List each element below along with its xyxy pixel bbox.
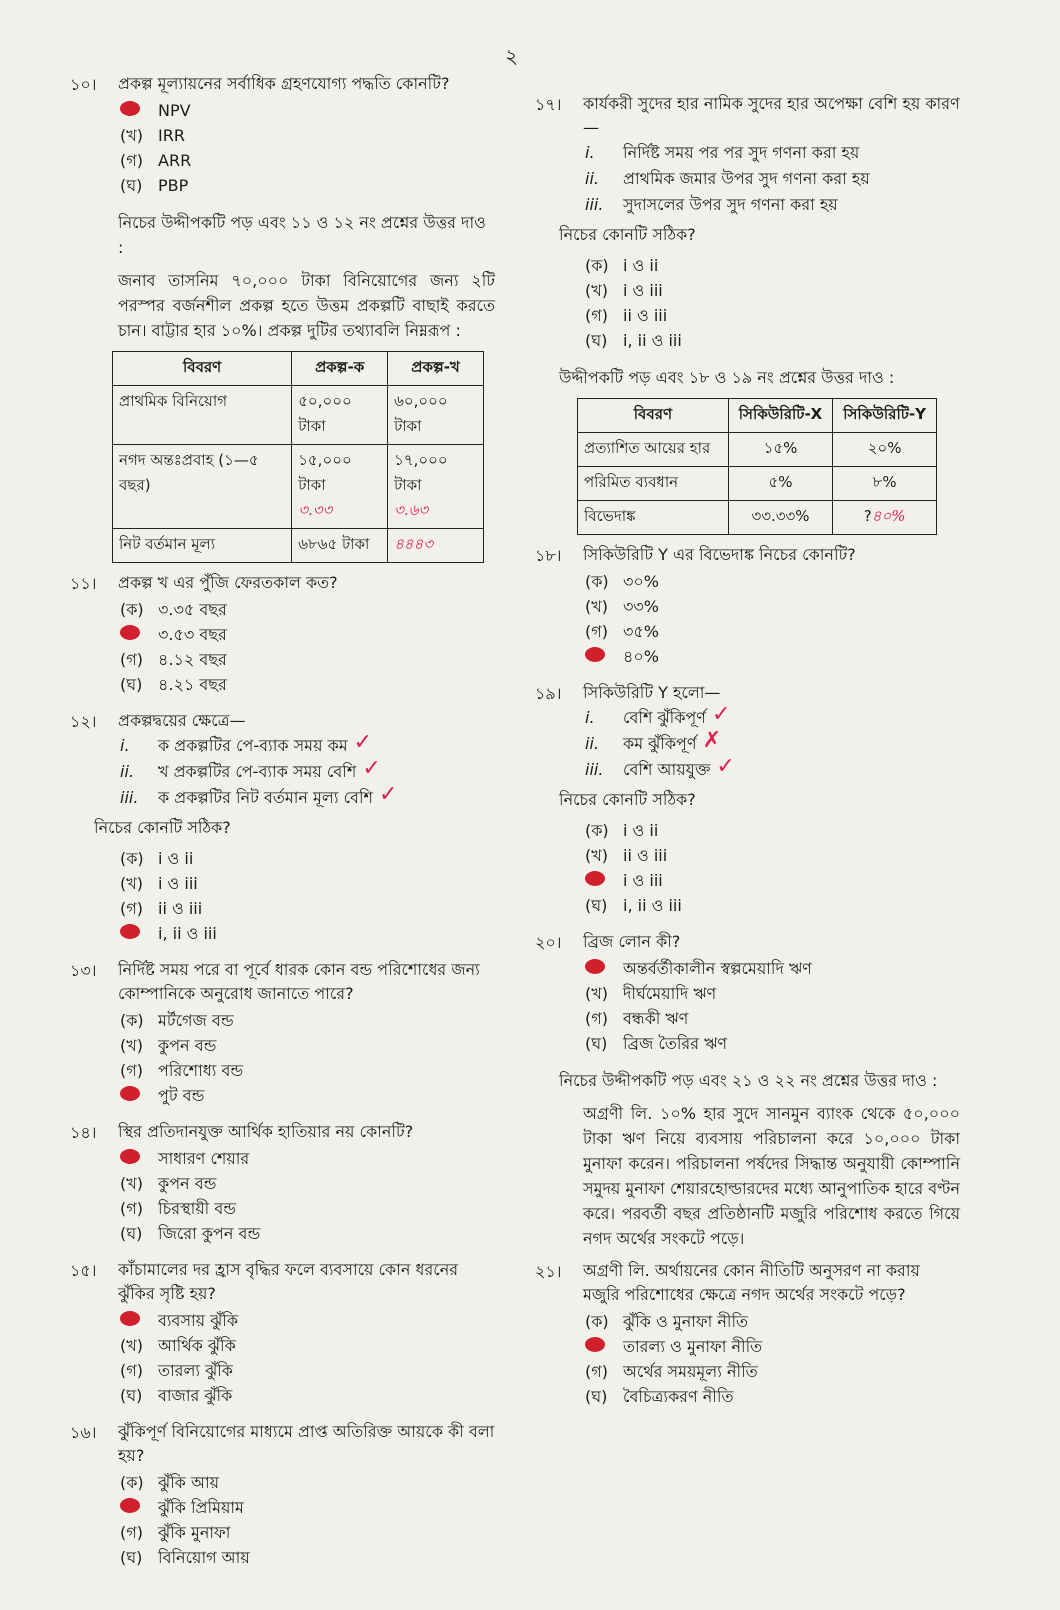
option-text: ৩০% [623, 572, 660, 591]
statement [585, 192, 960, 218]
cell-text: ১৭,০০০ টাকা [394, 451, 448, 494]
option[interactable] [120, 1358, 495, 1383]
answer-mark-icon [120, 1083, 158, 1108]
option[interactable] [120, 1146, 495, 1171]
table-cell: পরিমিত ব্যবধান [578, 467, 729, 501]
table-cell [292, 445, 388, 529]
handwritten-note: ৪৪৪৩ [394, 535, 434, 553]
statement-number: iii. [585, 195, 604, 214]
answer-mark-icon [120, 1146, 158, 1171]
option-label: (গ) [120, 1061, 143, 1080]
option-list [120, 1146, 495, 1246]
option-text: অর্থের সময়মূল্য নীতি [623, 1362, 758, 1381]
option-label: (ঘ) [120, 1224, 143, 1243]
option-label: (খ) [120, 126, 143, 145]
table-cell: ৮% [833, 467, 937, 501]
table-cell: ৬৮৬৫ টাকা [292, 529, 388, 563]
option-label: (গ) [585, 622, 608, 641]
option[interactable] [585, 1334, 960, 1359]
option-label: (ক) [120, 1011, 144, 1030]
question [70, 571, 495, 697]
option[interactable] [120, 1196, 495, 1221]
question-number: ১২। [70, 712, 97, 731]
stem-body: অগ্রণী লি. ১০% হার সুদে সানমুন ব্যাংক থেকে ৫০,০০০ টাকা ঋণ নিয়ে ব্যবসায় পরিচালনা করে ১০,০০০ টাকা মুনাফা করেন। পরিচালনা পর্ষদের সিদ্ধান্ত অনুযায়ী কোম্পানি সমুদয় মুনাফা শেয়ারহোল্ডারদের মধ্যে আনুপাতিক হারে বণ্টন করে। পরবর্তী বছর প্রতিষ্ঠানটি মজুরি পরিশোধ করতে গিয়ে নগদ অর্থের সংকটে পড়ে। [583, 1104, 960, 1248]
statement-text: খ প্রকল্পটির পে-ব্যাক সময় বেশি [158, 762, 357, 781]
option-label: (ক) [120, 1473, 144, 1492]
option-text: তারল্য ও মুনাফা নীতি [623, 1337, 763, 1356]
option-text: ৪.২১ বছর [158, 675, 227, 694]
option[interactable] [585, 893, 960, 918]
question-number: ১৯। [535, 684, 562, 703]
question [70, 1120, 495, 1246]
option-text: ঝুঁকি মুনাফা [158, 1523, 231, 1542]
question [70, 709, 495, 946]
which-correct: নিচের কোনটি সঠিক? [559, 790, 696, 809]
answer-mark-icon [120, 1308, 158, 1333]
table-cell: নিট বর্তমান মূল্য [113, 529, 292, 563]
option-text: ঝুঁকি ও মুনাফা নীতি [623, 1312, 749, 1331]
question [535, 92, 960, 353]
option-list [120, 1308, 495, 1408]
option[interactable] [120, 1333, 495, 1358]
stem-intro: উদ্দীপকটি পড় এবং ১৮ ও ১৯ নং প্রশ্নের উত্তর দাও : [559, 368, 895, 387]
question [70, 958, 495, 1108]
option-text: NPV [158, 101, 191, 120]
option-label: (ঘ) [585, 1034, 608, 1053]
question [535, 543, 960, 669]
tick-icon: ✓ [711, 702, 731, 727]
table-cell: প্রাথমিক বিনিয়োগ [113, 386, 292, 445]
option-text: পরিশোধ্য বন্ড [158, 1061, 244, 1080]
table-header: বিবরণ [113, 352, 292, 386]
table-header: প্রকল্প-ক [292, 352, 388, 386]
option-text: ii ও iii [623, 306, 668, 325]
option-text: ৪০% [623, 647, 659, 666]
option[interactable] [120, 1520, 495, 1545]
answer-mark-icon [585, 1334, 623, 1359]
question-text: কার্যকরী সুদের হার নামিক সুদের হার অপেক্ষা বেশি হয় কারণ— [583, 94, 960, 137]
option[interactable] [585, 594, 960, 619]
option-text: i ও iii [158, 874, 198, 893]
option[interactable] [585, 1006, 960, 1031]
question-text: নির্দিষ্ট সময় পরে বা পূর্বে ধারক কোন বন্ড পরিশোধের জন্য কোম্পানিকে অনুরোধ জানাতে পারে? [118, 960, 480, 1003]
table-row [113, 445, 484, 529]
option[interactable] [120, 921, 495, 946]
option-label: (খ) [120, 1036, 143, 1055]
option[interactable] [585, 1359, 960, 1384]
option[interactable] [120, 1308, 495, 1333]
which-correct: নিচের কোনটি সঠিক? [559, 225, 696, 244]
option-text: IRR [158, 126, 185, 145]
statement-number: i. [585, 708, 595, 727]
option-label: (ক) [120, 849, 144, 868]
option[interactable] [585, 1031, 960, 1056]
statement-number: iii. [585, 760, 604, 779]
option[interactable] [120, 1470, 495, 1495]
option-label: (খ) [585, 281, 608, 300]
option[interactable] [120, 846, 495, 871]
tick-icon: ✓ [379, 782, 398, 807]
question [70, 1258, 495, 1408]
option-label: (খ) [585, 597, 608, 616]
statement [585, 754, 960, 783]
option-text: i ও ii [623, 256, 659, 275]
option-text: পুট বন্ড [158, 1086, 205, 1105]
option-text: ii ও iii [158, 899, 203, 918]
option[interactable] [585, 818, 960, 843]
option-list [120, 1470, 495, 1570]
question-text: প্রকল্প খ এর পুঁজি ফেরতকাল কত? [118, 573, 338, 592]
statement [585, 702, 960, 731]
table-cell: ৫% [728, 467, 832, 501]
option-list [585, 569, 960, 669]
question-text: সিকিউরিটি Y হলো— [583, 683, 721, 702]
table-header: সিকিউরিটি-Y [833, 399, 937, 433]
option-text: ঝুঁকি আয় [158, 1473, 220, 1492]
statement-number: ii. [585, 169, 599, 188]
table-cell [833, 501, 937, 535]
cell-text: ১৫,০০০ টাকা [298, 451, 352, 494]
answer-mark-icon [585, 868, 623, 893]
statement [120, 756, 495, 785]
option-label: (গ) [120, 1199, 143, 1218]
which-correct: নিচের কোনটি সঠিক? [94, 818, 231, 837]
statement-list [120, 730, 495, 811]
statement [120, 782, 495, 811]
handwritten-note: ৩.৩৩ [298, 501, 333, 519]
table-row [113, 529, 484, 563]
option[interactable] [120, 1008, 495, 1033]
option[interactable] [120, 148, 495, 173]
option[interactable] [120, 896, 495, 921]
option-text: ঝুঁকি প্রিমিয়াম [158, 1498, 244, 1517]
option-text: i ও ii [623, 821, 659, 840]
statement-text: প্রাথমিক জমার উপর সুদ গণনা করা হয় [623, 169, 870, 188]
question-text: ঝুঁকিপূর্ণ বিনিয়োগের মাধ্যমে প্রাপ্ত অতিরিক্ত আয়কে কী বলা হয়? [118, 1422, 495, 1465]
option-text: i ও iii [623, 281, 663, 300]
question-number: ২১। [535, 1262, 562, 1281]
option-text: বন্ধকী ঋণ [623, 1009, 689, 1028]
option-label: (ক) [585, 256, 609, 275]
option[interactable] [585, 868, 960, 893]
option-label: (ক) [585, 821, 609, 840]
option[interactable] [120, 1083, 495, 1108]
option[interactable] [120, 672, 495, 697]
option[interactable] [120, 98, 495, 123]
option-text: জিরো কুপন বন্ড [158, 1224, 261, 1243]
table-cell [388, 529, 484, 563]
question-text: প্রকল্পদ্বয়ের ক্ষেত্রে— [118, 711, 246, 730]
option-text: দীর্ঘমেয়াদি ঋণ [623, 984, 717, 1003]
stem-intro: নিচের উদ্দীপকটি পড় এবং ২১ ও ২২ নং প্রশ্নের উত্তর দাও : [559, 1071, 938, 1090]
statement-number: iii. [120, 788, 139, 807]
option[interactable] [585, 278, 960, 303]
statement-text: ক প্রকল্পটির নিট বর্তমান মূল্য বেশি [158, 788, 373, 807]
option[interactable] [120, 1221, 495, 1246]
option-text: ৩.৩৫ বছর [158, 600, 227, 619]
option[interactable] [585, 843, 960, 868]
option-text: ৩.৫৩ বছর [158, 625, 227, 644]
option-label: (গ) [585, 306, 608, 325]
question-number: ২০। [535, 933, 562, 952]
option-text: কুপন বন্ড [158, 1036, 217, 1055]
option-label: (খ) [120, 874, 143, 893]
question [535, 1259, 960, 1409]
statement-text: বেশি ঝুঁকিপূর্ণ [623, 708, 706, 727]
statement-text: কম ঝুঁকিপূর্ণ [623, 734, 697, 753]
option-label: (ঘ) [585, 331, 608, 350]
project-table [112, 351, 484, 563]
option-label: (গ) [120, 650, 143, 669]
statement [585, 166, 960, 192]
option-list [120, 597, 495, 697]
table-cell: ৩৩.৩৩% [728, 501, 832, 535]
option-text: i, ii ও iii [623, 896, 682, 915]
option[interactable] [585, 1384, 960, 1409]
option-text: বিনিয়োগ আয় [158, 1548, 250, 1567]
option-label: (গ) [585, 1009, 608, 1028]
statement [120, 730, 495, 759]
option-label: (ক) [120, 600, 144, 619]
option-label: (ঘ) [120, 1386, 143, 1405]
question-number: ১৮। [535, 546, 562, 565]
option-label: (গ) [120, 899, 143, 918]
question-number: ১৭। [535, 95, 562, 114]
option-label: (ঘ) [585, 1387, 608, 1406]
option[interactable] [585, 328, 960, 353]
option-text: সাধারণ শেয়ার [158, 1149, 250, 1168]
option-label: (ক) [585, 572, 609, 591]
left-column [70, 72, 495, 1582]
table-row [113, 386, 484, 445]
option-list [120, 98, 495, 198]
tick-icon: ✓ [353, 730, 373, 755]
tick-icon: ✓ [362, 756, 381, 781]
option-text: তারল্য ঝুঁকি [158, 1361, 233, 1380]
question-text: ব্রিজ লোন কী? [583, 932, 681, 951]
tick-icon: ✓ [716, 754, 735, 779]
option[interactable] [120, 622, 495, 647]
question [70, 72, 495, 198]
option-label: (ঘ) [120, 675, 143, 694]
option-text: ব্যবসায় ঝুঁকি [158, 1311, 239, 1330]
option-label: (গ) [120, 1523, 143, 1542]
right-column [535, 92, 960, 1421]
answer-mark-icon [585, 644, 623, 669]
answer-mark-icon [120, 98, 158, 123]
question [535, 930, 960, 1056]
option-label: (ঘ) [120, 1548, 143, 1567]
option-label: (খ) [585, 846, 608, 865]
table-cell: নগদ অন্তঃপ্রবাহ (১—৫ বছর) [113, 445, 292, 529]
option-list [585, 253, 960, 353]
option-text: কুপন বন্ড [158, 1174, 217, 1193]
option-text: ব্রিজ তৈরির ঋণ [623, 1034, 728, 1053]
option-label: (গ) [120, 151, 143, 170]
option[interactable] [120, 1058, 495, 1083]
answer-mark-icon [585, 956, 623, 981]
question-text: অগ্রণী লি. অর্থায়নের কোন নীতিটি অনুসরণ না করায় মজুরি পরিশোধের ক্ষেত্রে নগদ অর্থের সংকটে পড়ে? [583, 1261, 920, 1304]
answer-mark-icon [120, 921, 158, 946]
security-table [577, 398, 937, 535]
question-text: কাঁচামালের দর হ্রাস বৃদ্ধির ফলে ব্যবসায়ে কোন ধরনের ঝুঁকির সৃষ্টি হয়? [118, 1260, 459, 1303]
answer-mark-icon [120, 622, 158, 647]
question [70, 1420, 495, 1570]
option-text: ARR [158, 151, 192, 170]
option-text: i, ii ও iii [623, 331, 682, 350]
question-number: ১০। [70, 75, 97, 94]
table-header: প্রকল্প-খ [388, 352, 484, 386]
option-text: বৈচিত্র্যকরণ নীতি [623, 1387, 734, 1406]
question-text: প্রকল্প মূল্যায়নের সর্বাধিক গ্রহণযোগ্য পদ্ধতি কোনটি? [118, 74, 450, 93]
option-text: PBP [158, 176, 189, 195]
question-text: স্থির প্রতিদানযুক্ত আর্থিক হাতিয়ার নয় কোনটি? [118, 1122, 414, 1141]
option-list [120, 1008, 495, 1108]
statement-number: i. [585, 143, 595, 162]
table-header: সিকিউরিটি-X [728, 399, 832, 433]
option[interactable] [120, 1383, 495, 1408]
table-cell [388, 445, 484, 529]
statement-list [585, 140, 960, 218]
statement [585, 140, 960, 166]
option[interactable] [585, 253, 960, 278]
option[interactable] [120, 647, 495, 672]
option[interactable] [585, 981, 960, 1006]
cross-icon: ✗ [702, 728, 722, 753]
table-row [578, 501, 937, 535]
option[interactable] [585, 303, 960, 328]
option-text: ii ও iii [623, 846, 668, 865]
option-text: i ও ii [158, 849, 194, 868]
statement [585, 728, 960, 757]
option[interactable] [120, 1545, 495, 1570]
page-number: ২ [505, 44, 519, 68]
option-label: (গ) [585, 1362, 608, 1381]
option-text: i ও iii [623, 871, 663, 890]
stem-body: জনাব তাসনিম ৭০,০০০ টাকা বিনিয়োগের জন্য ২টি পরস্পর বর্জনশীল প্রকল্প হতে উত্তম প্রকল্পটি বাছাই করতে চান। বাট্টার হার ১০%। প্রকল্প দুটির তথ্যাবলি নিম্নরূপ : [118, 271, 495, 340]
question-number: ১৪। [70, 1123, 97, 1142]
question-number: ১৬। [70, 1423, 97, 1442]
option[interactable] [120, 597, 495, 622]
handwritten-note: ৪০% [871, 507, 906, 525]
option-label: (গ) [120, 1361, 143, 1380]
statement-number: ii. [585, 734, 599, 753]
statement-list [585, 702, 960, 783]
question-number: ১৫। [70, 1261, 97, 1280]
option-label: (খ) [585, 984, 608, 1003]
option-label: (ঘ) [120, 176, 143, 195]
table-cell: প্রত্যাশিত আয়ের হার [578, 433, 729, 467]
option-text: মর্টগেজ বন্ড [158, 1011, 234, 1030]
option-text: ৩৩% [623, 597, 660, 616]
option[interactable] [120, 871, 495, 896]
option[interactable] [120, 173, 495, 198]
option[interactable] [120, 123, 495, 148]
table-cell: বিভেদাঙ্ক [578, 501, 729, 535]
option[interactable] [585, 619, 960, 644]
option-text: ৩৫% [623, 622, 659, 641]
option[interactable] [585, 569, 960, 594]
option-text: i, ii ও iii [158, 924, 217, 943]
handwritten-note: ৩.৬৩ [394, 501, 429, 519]
option[interactable] [120, 1495, 495, 1520]
statement-number: ii. [120, 762, 134, 781]
statement-text: বেশি আয়যুক্ত [623, 760, 711, 779]
option-text: বাজার ঝুঁকি [158, 1386, 233, 1405]
question [535, 681, 960, 918]
option-text: চিরস্থায়ী বন্ড [158, 1199, 237, 1218]
table-row [578, 433, 937, 467]
table-cell: ৬০,০০০ টাকা [388, 386, 484, 445]
option-label: (ক) [585, 1312, 609, 1331]
question-number: ১৩। [70, 961, 97, 980]
option[interactable] [585, 644, 960, 669]
option-list [120, 846, 495, 946]
statement-text: সুদাসলের উপর সুদ গণনা করা হয় [623, 195, 838, 214]
statement-number: i. [120, 736, 130, 755]
option-list [585, 1309, 960, 1409]
option[interactable] [120, 1033, 495, 1058]
table-cell: ২০% [833, 433, 937, 467]
statement-text: ক প্রকল্পটির পে-ব্যাক সময় কম [158, 736, 348, 755]
option-list [585, 818, 960, 918]
option[interactable] [585, 956, 960, 981]
option-label: (ঘ) [585, 896, 608, 915]
option-label: (খ) [120, 1174, 143, 1193]
answer-mark-icon [120, 1495, 158, 1520]
table-row [578, 467, 937, 501]
question-number: ১১। [70, 574, 97, 593]
cell-text: ? [863, 507, 872, 525]
table-header: বিবরণ [578, 399, 729, 433]
option[interactable] [120, 1171, 495, 1196]
option[interactable] [585, 1309, 960, 1334]
option-label: (খ) [120, 1336, 143, 1355]
question-text: সিকিউরিটি Y এর বিভেদাঙ্ক নিচের কোনটি? [583, 545, 856, 564]
option-text: আর্থিক ঝুঁকি [158, 1336, 236, 1355]
option-text: ৪.১২ বছর [158, 650, 227, 669]
table-cell: ১৫% [728, 433, 832, 467]
option-list [585, 956, 960, 1056]
statement-text: নির্দিষ্ট সময় পর পর সুদ গণনা করা হয় [623, 143, 860, 162]
option-text: অন্তর্বর্তীকালীন স্বল্পমেয়াদি ঋণ [623, 959, 812, 978]
stem-intro: নিচের উদ্দীপকটি পড় এবং ১১ ও ১২ নং প্রশ্নের উত্তর দাও : [118, 213, 486, 257]
table-cell: ৫০,০০০ টাকা [292, 386, 388, 445]
